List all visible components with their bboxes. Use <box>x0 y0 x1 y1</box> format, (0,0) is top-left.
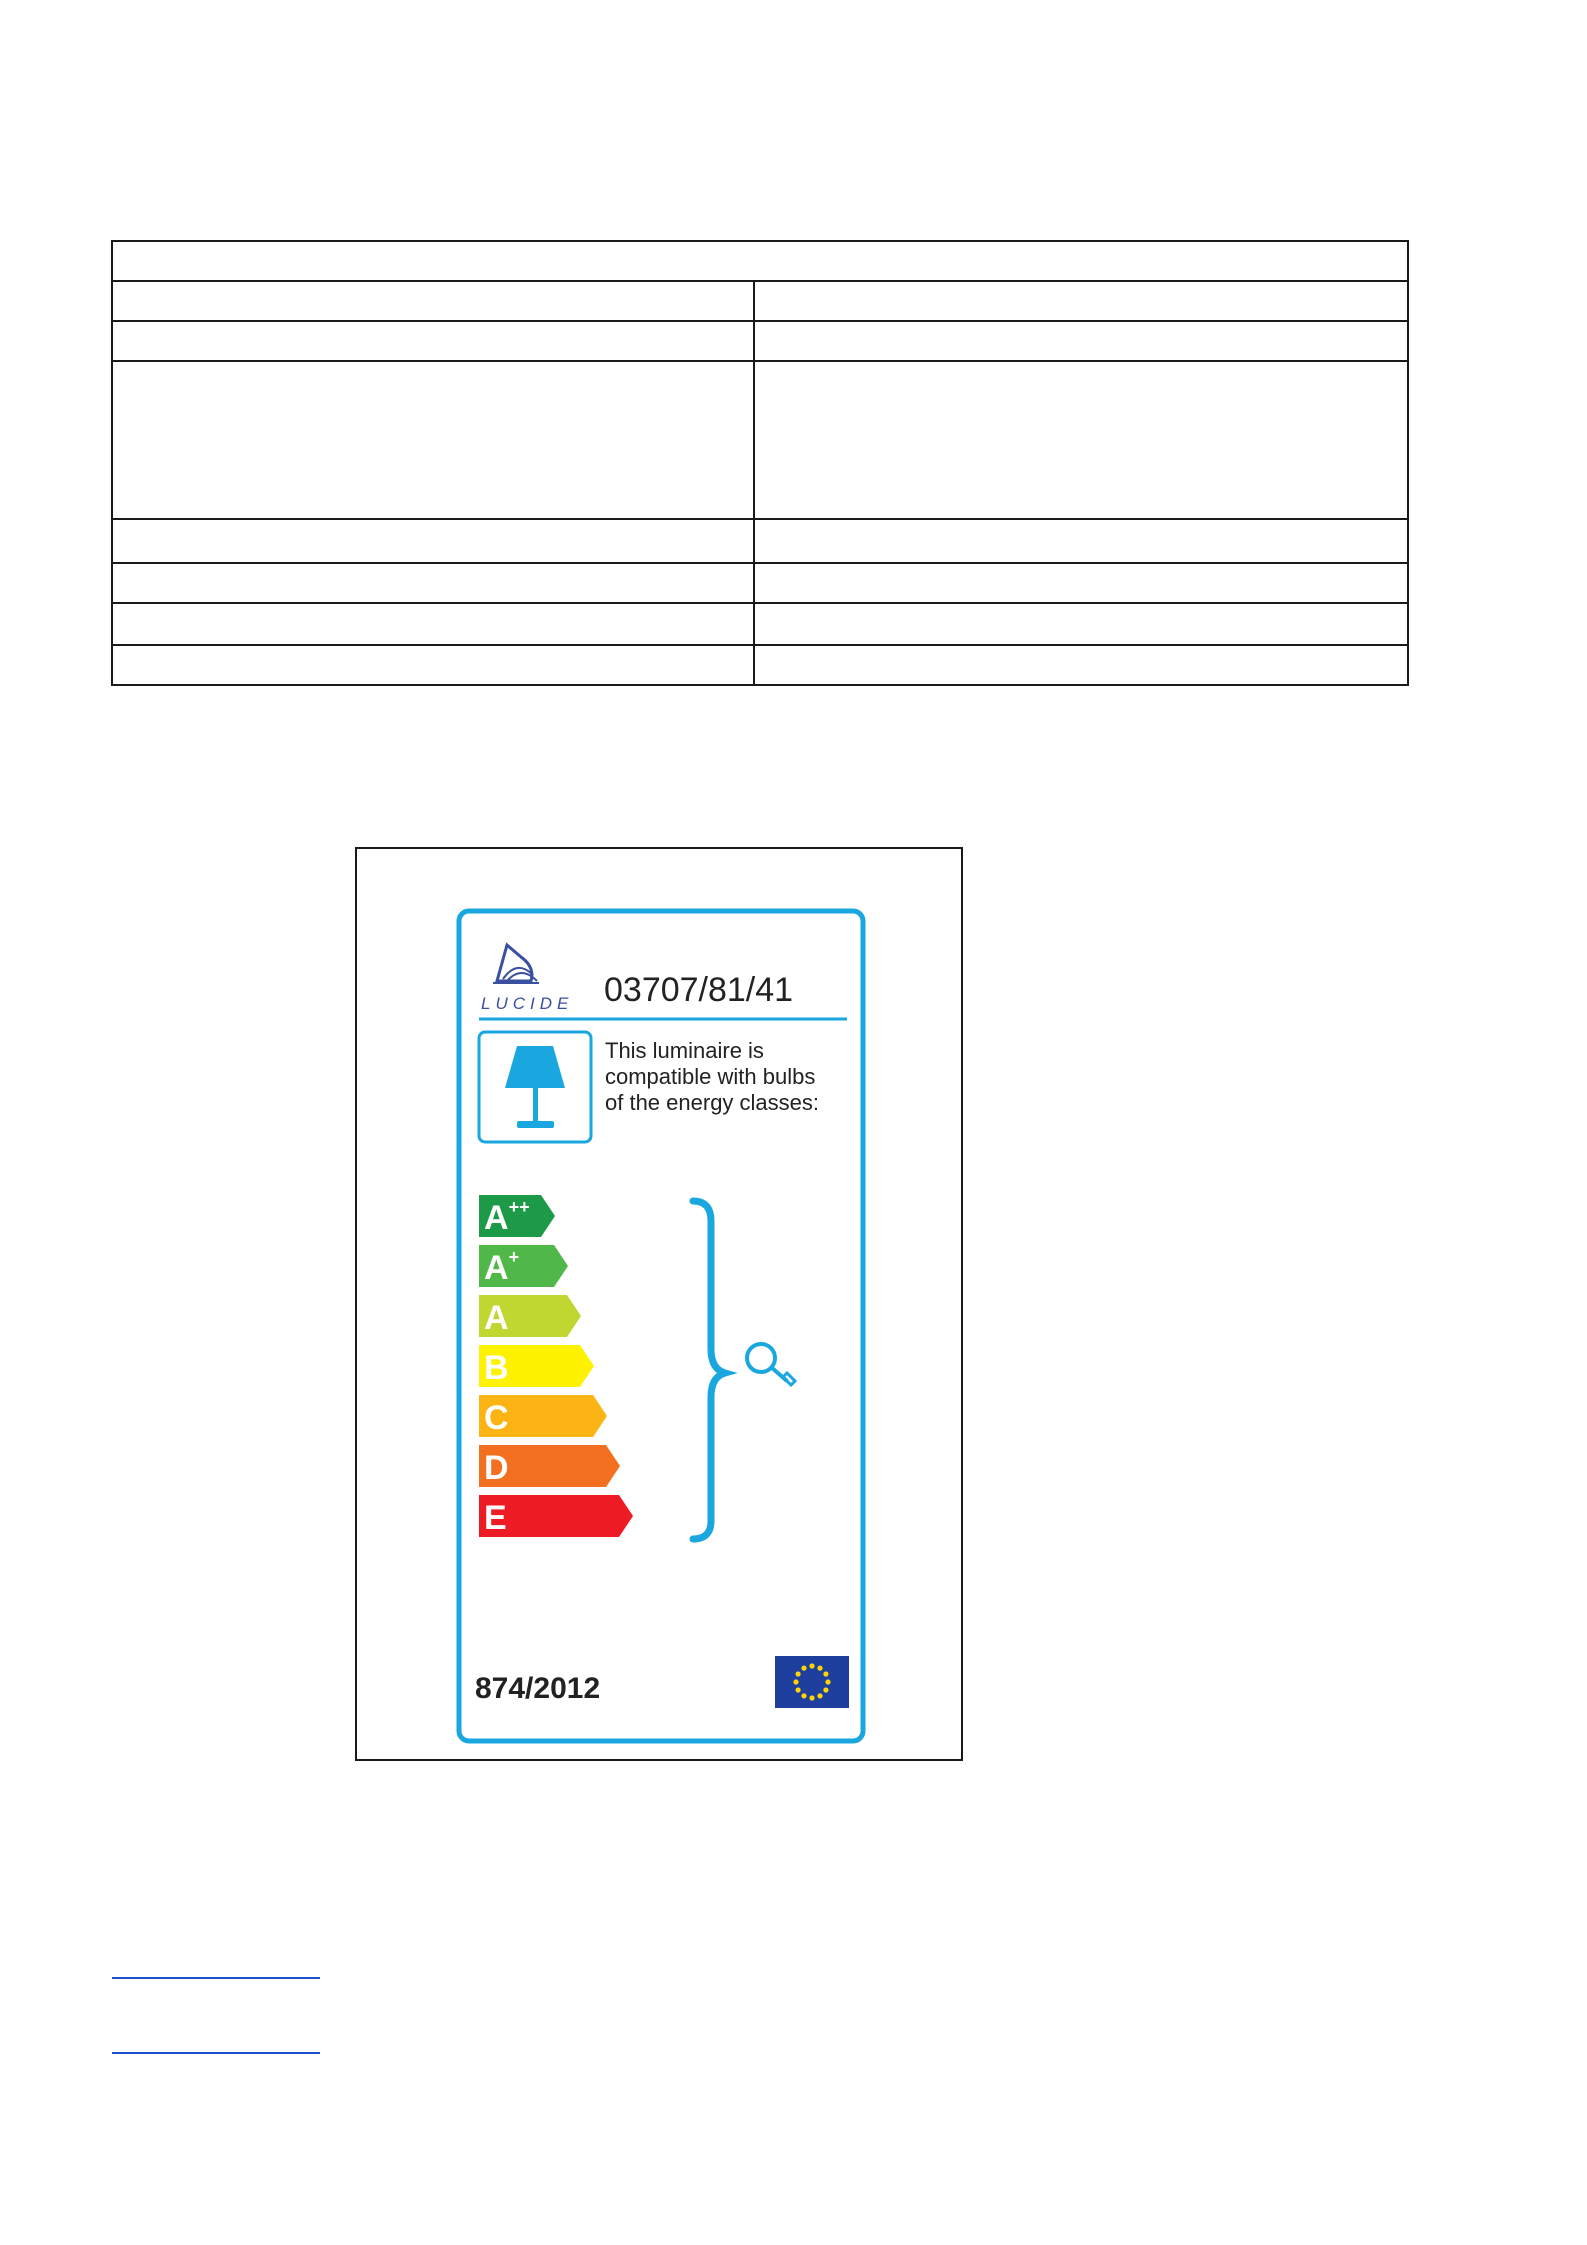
table-cell <box>754 281 1408 321</box>
table-cell <box>112 563 754 603</box>
energy-class-letter: B <box>484 1349 509 1387</box>
eu-star-icon <box>809 1663 814 1668</box>
eu-star-icon <box>817 1693 822 1698</box>
eu-star-icon <box>809 1695 814 1700</box>
energy-class-letter: E <box>484 1499 507 1537</box>
lucide-logo-icon <box>493 945 539 983</box>
table-row <box>112 519 1408 563</box>
eu-star-icon <box>823 1687 828 1692</box>
table-cell <box>112 361 754 519</box>
regulation-number: 874/2012 <box>475 1672 601 1705</box>
energy-label <box>357 849 961 1759</box>
table-cell <box>754 321 1408 361</box>
table-cell <box>112 645 754 685</box>
energy-class-letter: A++ <box>484 1197 530 1237</box>
footnote-link-2[interactable] <box>112 2052 320 2054</box>
table-row <box>112 281 1408 321</box>
table-cell <box>754 645 1408 685</box>
energy-class-superscript: ++ <box>508 1197 530 1217</box>
table-cell <box>754 519 1408 563</box>
energy-label-frame <box>355 847 963 1761</box>
table-header-row <box>112 241 1408 281</box>
bracket-icon <box>693 1201 725 1539</box>
table-cell <box>112 321 754 361</box>
table-row <box>112 645 1408 685</box>
eu-star-icon <box>817 1666 822 1671</box>
compatibility-line-2: compatible with bulbs <box>605 1064 816 1089</box>
eu-star-icon <box>825 1679 830 1684</box>
table-row <box>112 563 1408 603</box>
table-cell <box>112 519 754 563</box>
eu-star-icon <box>796 1687 801 1692</box>
brand-name: LUCIDE <box>481 994 574 1013</box>
eu-star-icon <box>801 1693 806 1698</box>
energy-class-scale <box>479 1195 633 1537</box>
energy-class-letter: A <box>484 1299 509 1337</box>
table-row <box>112 603 1408 645</box>
table-header-cell <box>112 241 1408 281</box>
eu-star-icon <box>801 1666 806 1671</box>
compatibility-line-3: of the energy classes: <box>605 1090 820 1115</box>
table-cell <box>754 563 1408 603</box>
energy-class-letter: A+ <box>484 1247 520 1287</box>
table-cell <box>754 603 1408 645</box>
eu-flag-icon <box>775 1656 849 1708</box>
table-cell <box>112 281 754 321</box>
table-lamp-icon <box>479 1032 591 1142</box>
eu-star-icon <box>823 1671 828 1676</box>
eu-star-icon <box>796 1671 801 1676</box>
specification-table <box>111 240 1409 686</box>
eu-star-icon <box>793 1679 798 1684</box>
model-number: 03707/81/41 <box>604 971 794 1009</box>
table-cell <box>754 361 1408 519</box>
energy-class-letter: D <box>484 1449 509 1487</box>
table-cell <box>112 603 754 645</box>
light-bulb-icon <box>747 1344 795 1385</box>
energy-class-letter: C <box>484 1399 509 1437</box>
footnote-link-1[interactable] <box>112 1977 320 1979</box>
table-row <box>112 321 1408 361</box>
compatibility-line-1: This luminaire is <box>605 1038 764 1063</box>
table-row <box>112 361 1408 519</box>
energy-class-superscript: + <box>508 1247 520 1267</box>
